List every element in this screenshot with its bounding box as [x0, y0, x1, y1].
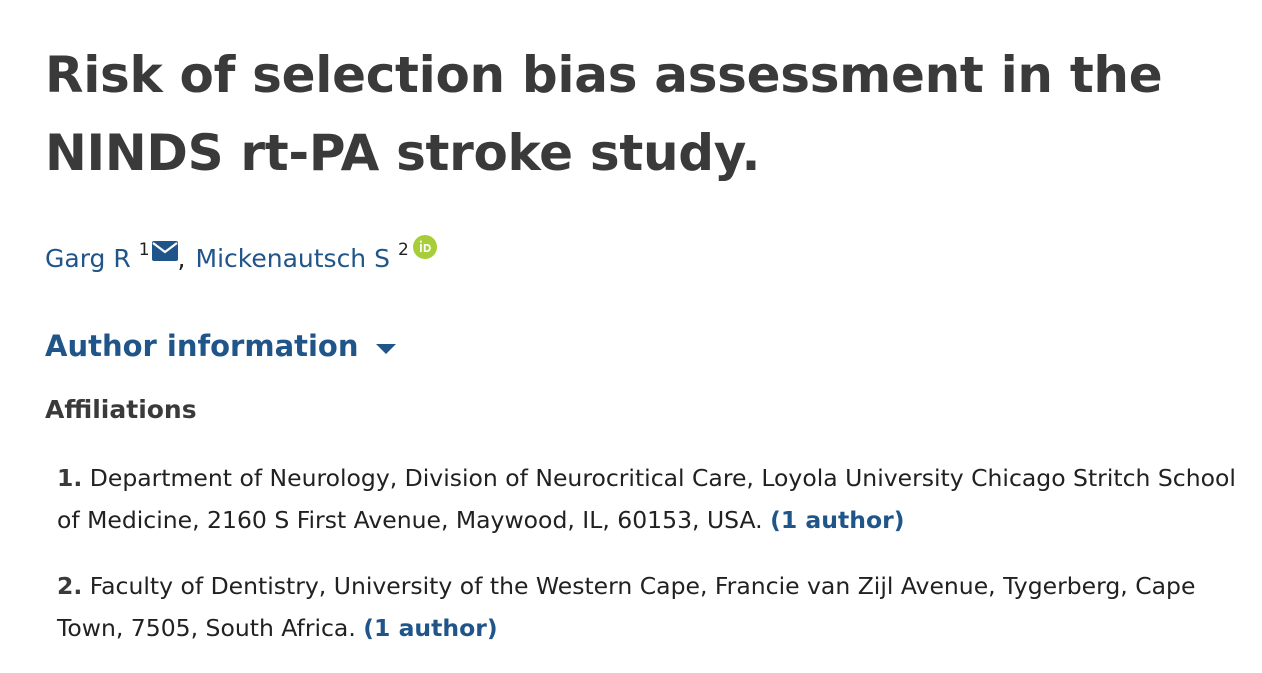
author-list: [45, 242, 1245, 279]
affiliation-ref: 1: [138, 240, 150, 260]
orcid-icon[interactable]: [413, 234, 437, 268]
affiliation-author-link[interactable]: (1 author): [770, 506, 905, 534]
article-header: [45, 36, 1245, 673]
affiliation-ref: 2: [397, 240, 409, 260]
affiliation-number: 2.: [57, 572, 83, 600]
affiliation-list: [45, 457, 1245, 649]
article-title: Risk of selection bias assessment in the NINDS rt-PA stroke study.: [45, 46, 1163, 182]
affiliations-heading: Affiliations: [45, 395, 197, 424]
author-link-mickenautsch[interactable]: Mickenautsch S: [195, 244, 390, 273]
author-information-toggle[interactable]: [45, 327, 1245, 365]
caret-down-icon: [375, 327, 397, 365]
affiliation-item: [57, 565, 1237, 649]
affiliation-item: [57, 457, 1237, 541]
affiliation-author-link[interactable]: (1 author): [363, 614, 498, 642]
author-information-label: Author information: [45, 329, 359, 363]
mail-icon[interactable]: [152, 236, 178, 270]
author-link-garg[interactable]: Garg R: [45, 244, 131, 273]
affiliation-text: Department of Neurology, Division of Neurocritical Care, Loyola University Chicago Stritch School of Medicine, 2160 S First Avenue, Maywood, IL, 60153, USA.: [57, 464, 1236, 534]
affiliation-text: Faculty of Dentistry, University of the Western Cape, Francie van Zijl Avenue, Tygerberg, Cape Town, 7505, South Africa.: [57, 572, 1196, 642]
affiliation-number: 1.: [57, 464, 83, 492]
author-separator: ,: [177, 244, 186, 273]
